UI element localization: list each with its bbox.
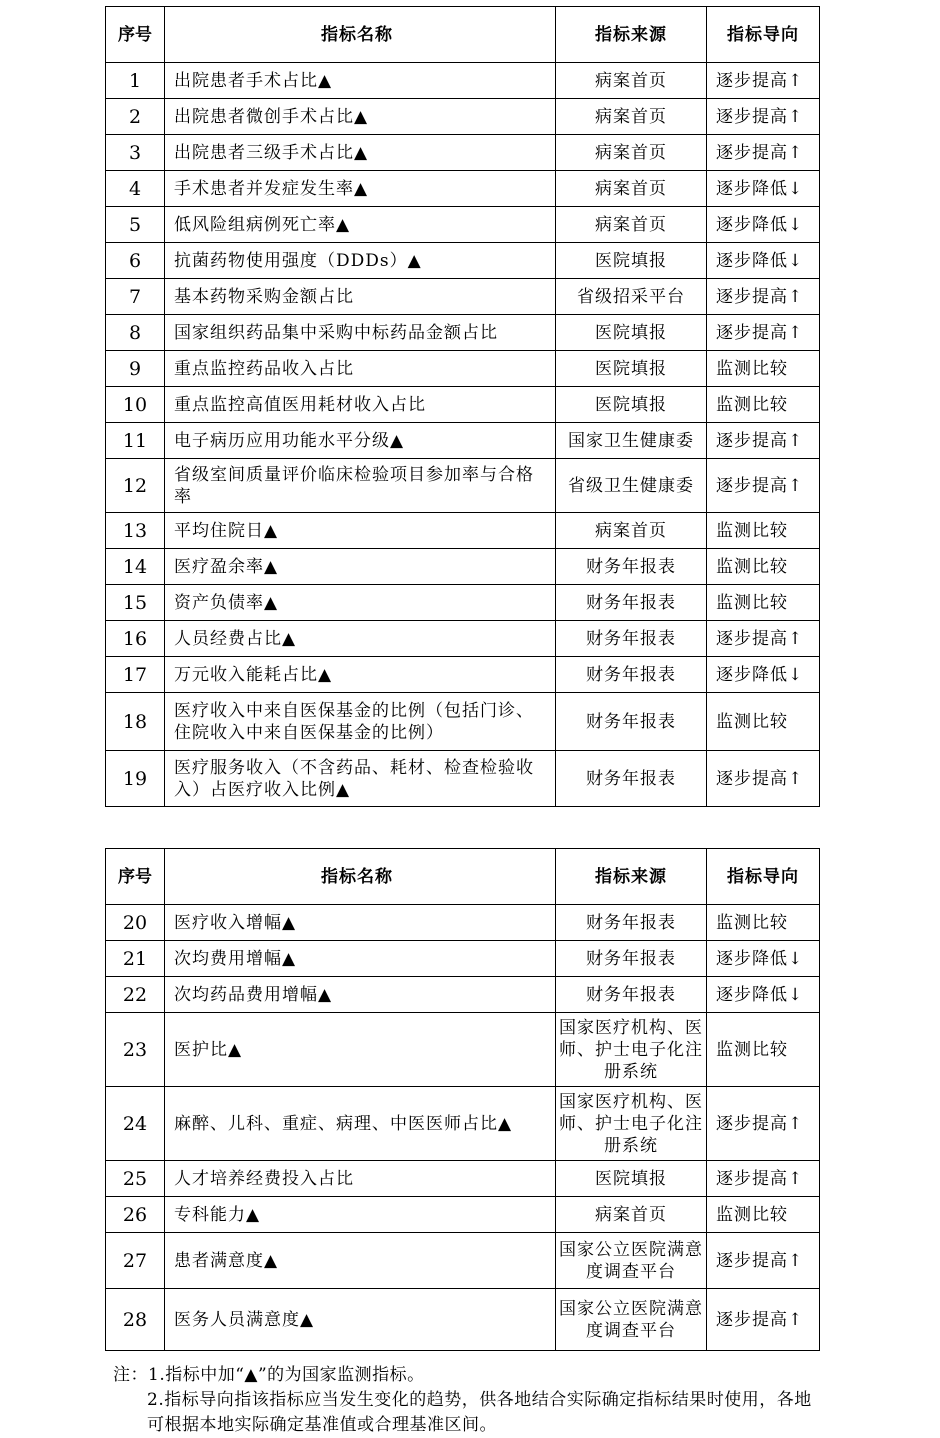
indicator-source: 医院填报 [556, 315, 707, 351]
table-1-body [106, 63, 820, 807]
indicator-direction: 逐步提高↑ [707, 1289, 820, 1351]
indicator-direction: 监测比较 [707, 1013, 820, 1087]
row-number: 4 [106, 171, 165, 207]
indicator-name: 医护比▲ [165, 1013, 556, 1087]
indicator-source: 省级卫生健康委 [556, 459, 707, 513]
indicator-source: 病案首页 [556, 513, 707, 549]
row-number: 10 [106, 387, 165, 423]
indicator-name: 医疗服务收入（不含药品、耗材、检查检验收入）占医疗收入比例▲ [165, 751, 556, 807]
indicator-source: 医院填报 [556, 351, 707, 387]
indicator-name: 抗菌药物使用强度（DDDs）▲ [165, 243, 556, 279]
row-number: 15 [106, 585, 165, 621]
row-number: 14 [106, 549, 165, 585]
indicator-name: 医疗收入中来自医保基金的比例（包括门诊、住院收入中来自医保基金的比例） [165, 693, 556, 751]
row-number: 6 [106, 243, 165, 279]
indicator-table-2 [105, 848, 820, 1351]
indicator-direction: 逐步提高↑ [707, 459, 820, 513]
indicator-source: 病案首页 [556, 135, 707, 171]
indicator-direction: 逐步提高↑ [707, 1161, 820, 1197]
header-direction: 指标导向 [707, 7, 820, 63]
indicator-name: 出院患者三级手术占比▲ [165, 135, 556, 171]
table-row [106, 135, 820, 171]
indicator-direction: 逐步降低↓ [707, 657, 820, 693]
indicator-direction: 逐步提高↑ [707, 1233, 820, 1289]
row-number: 25 [106, 1161, 165, 1197]
table-row [106, 63, 820, 99]
table-row [106, 751, 820, 807]
indicator-direction: 逐步提高↑ [707, 99, 820, 135]
indicator-direction: 监测比较 [707, 1197, 820, 1233]
indicator-name: 医疗收入增幅▲ [165, 905, 556, 941]
row-number: 1 [106, 63, 165, 99]
footnote [113, 1363, 813, 1438]
indicator-direction: 逐步降低↓ [707, 207, 820, 243]
table-row [106, 941, 820, 977]
indicator-source: 省级招采平台 [556, 279, 707, 315]
indicator-source: 财务年报表 [556, 657, 707, 693]
row-number: 18 [106, 693, 165, 751]
header-name: 指标名称 [165, 849, 556, 905]
table-row [106, 171, 820, 207]
table-row [106, 905, 820, 941]
indicator-direction: 逐步提高↑ [707, 63, 820, 99]
indicator-name: 万元收入能耗占比▲ [165, 657, 556, 693]
indicator-name: 专科能力▲ [165, 1197, 556, 1233]
indicator-direction: 逐步提高↑ [707, 315, 820, 351]
indicator-name: 人员经费占比▲ [165, 621, 556, 657]
indicator-source: 国家医疗机构、医师、护士电子化注册系统 [556, 1087, 707, 1161]
indicator-source: 国家医疗机构、医师、护士电子化注册系统 [556, 1013, 707, 1087]
indicator-direction: 逐步降低↓ [707, 171, 820, 207]
indicator-direction: 监测比较 [707, 351, 820, 387]
row-number: 7 [106, 279, 165, 315]
table-row [106, 1197, 820, 1233]
row-number: 8 [106, 315, 165, 351]
footnote-line-1: 注：1.指标中加“▲”的为国家监测指标。 [113, 1365, 425, 1385]
row-number: 5 [106, 207, 165, 243]
indicator-source: 财务年报表 [556, 905, 707, 941]
row-number: 3 [106, 135, 165, 171]
indicator-source: 医院填报 [556, 387, 707, 423]
indicator-source: 财务年报表 [556, 621, 707, 657]
row-number: 13 [106, 513, 165, 549]
table-row [106, 549, 820, 585]
indicator-source: 病案首页 [556, 99, 707, 135]
indicator-name: 麻醉、儿科、重症、病理、中医医师占比▲ [165, 1087, 556, 1161]
indicator-source: 国家公立医院满意度调查平台 [556, 1233, 707, 1289]
table-row [106, 243, 820, 279]
indicator-name: 医疗盈余率▲ [165, 549, 556, 585]
table-row [106, 207, 820, 243]
indicator-direction: 监测比较 [707, 387, 820, 423]
indicator-name: 手术患者并发症发生率▲ [165, 171, 556, 207]
row-number: 28 [106, 1289, 165, 1351]
table-row [106, 387, 820, 423]
indicator-direction: 逐步提高↑ [707, 1087, 820, 1161]
indicator-name: 省级室间质量评价临床检验项目参加率与合格率 [165, 459, 556, 513]
indicator-name: 低风险组病例死亡率▲ [165, 207, 556, 243]
table-row [106, 279, 820, 315]
table-row [106, 1161, 820, 1197]
indicator-name: 重点监控药品收入占比 [165, 351, 556, 387]
row-number: 9 [106, 351, 165, 387]
table-row [106, 693, 820, 751]
row-number: 17 [106, 657, 165, 693]
header-row [106, 849, 820, 905]
row-number: 16 [106, 621, 165, 657]
header-no: 序号 [106, 7, 165, 63]
table-row [106, 657, 820, 693]
indicator-name: 出院患者手术占比▲ [165, 63, 556, 99]
table-row [106, 621, 820, 657]
indicator-name: 国家组织药品集中采购中标药品金额占比 [165, 315, 556, 351]
row-number: 26 [106, 1197, 165, 1233]
table-row [106, 99, 820, 135]
table-row [106, 423, 820, 459]
table-row [106, 1087, 820, 1161]
indicator-name: 重点监控高值医用耗材收入占比 [165, 387, 556, 423]
footnote-line-2: 2.指标导向指该指标应当发生变化的趋势，供各地结合实际确定指标结果时使用，各地可根据本地实际确定基准值或合理基准区间。 [147, 1390, 812, 1435]
row-number: 24 [106, 1087, 165, 1161]
indicator-source: 财务年报表 [556, 977, 707, 1013]
indicator-direction: 监测比较 [707, 549, 820, 585]
indicator-source: 财务年报表 [556, 693, 707, 751]
indicator-source: 病案首页 [556, 1197, 707, 1233]
indicator-name: 资产负债率▲ [165, 585, 556, 621]
table-row [106, 1289, 820, 1351]
indicator-name: 平均住院日▲ [165, 513, 556, 549]
indicator-source: 医院填报 [556, 1161, 707, 1197]
indicator-source: 财务年报表 [556, 549, 707, 585]
table-row [106, 513, 820, 549]
indicator-direction: 逐步提高↑ [707, 423, 820, 459]
indicator-name: 患者满意度▲ [165, 1233, 556, 1289]
table-row [106, 1233, 820, 1289]
indicator-direction: 逐步提高↑ [707, 279, 820, 315]
row-number: 12 [106, 459, 165, 513]
indicator-name: 出院患者微创手术占比▲ [165, 99, 556, 135]
indicator-source: 医院填报 [556, 243, 707, 279]
header-source: 指标来源 [556, 849, 707, 905]
indicator-direction: 逐步提高↑ [707, 621, 820, 657]
indicator-source: 财务年报表 [556, 585, 707, 621]
indicator-name: 次均药品费用增幅▲ [165, 977, 556, 1013]
indicator-source: 病案首页 [556, 63, 707, 99]
indicator-direction: 监测比较 [707, 905, 820, 941]
row-number: 23 [106, 1013, 165, 1087]
indicator-name: 人才培养经费投入占比 [165, 1161, 556, 1197]
row-number: 27 [106, 1233, 165, 1289]
table-row [106, 351, 820, 387]
indicator-name: 电子病历应用功能水平分级▲ [165, 423, 556, 459]
indicator-source: 国家公立医院满意度调查平台 [556, 1289, 707, 1351]
table-2-body [106, 905, 820, 1351]
row-number: 20 [106, 905, 165, 941]
indicator-direction: 逐步降低↓ [707, 977, 820, 1013]
row-number: 19 [106, 751, 165, 807]
indicator-name: 医务人员满意度▲ [165, 1289, 556, 1351]
indicator-source: 财务年报表 [556, 751, 707, 807]
indicator-table-1 [105, 6, 820, 807]
indicator-direction: 逐步降低↓ [707, 243, 820, 279]
indicator-source: 病案首页 [556, 207, 707, 243]
indicator-direction: 监测比较 [707, 693, 820, 751]
indicator-name: 基本药物采购金额占比 [165, 279, 556, 315]
header-direction: 指标导向 [707, 849, 820, 905]
table-row [106, 977, 820, 1013]
row-number: 2 [106, 99, 165, 135]
row-number: 11 [106, 423, 165, 459]
table-row [106, 585, 820, 621]
indicator-source: 财务年报表 [556, 941, 707, 977]
indicator-direction: 监测比较 [707, 513, 820, 549]
indicator-direction: 逐步降低↓ [707, 941, 820, 977]
header-name: 指标名称 [165, 7, 556, 63]
header-row [106, 7, 820, 63]
indicator-direction: 监测比较 [707, 585, 820, 621]
indicator-source: 病案首页 [556, 171, 707, 207]
table-row [106, 459, 820, 513]
table-row [106, 1013, 820, 1087]
header-no: 序号 [106, 849, 165, 905]
header-source: 指标来源 [556, 7, 707, 63]
indicator-direction: 逐步提高↑ [707, 135, 820, 171]
indicator-name: 次均费用增幅▲ [165, 941, 556, 977]
indicator-source: 国家卫生健康委 [556, 423, 707, 459]
row-number: 22 [106, 977, 165, 1013]
table-row [106, 315, 820, 351]
row-number: 21 [106, 941, 165, 977]
indicator-direction: 逐步提高↑ [707, 751, 820, 807]
